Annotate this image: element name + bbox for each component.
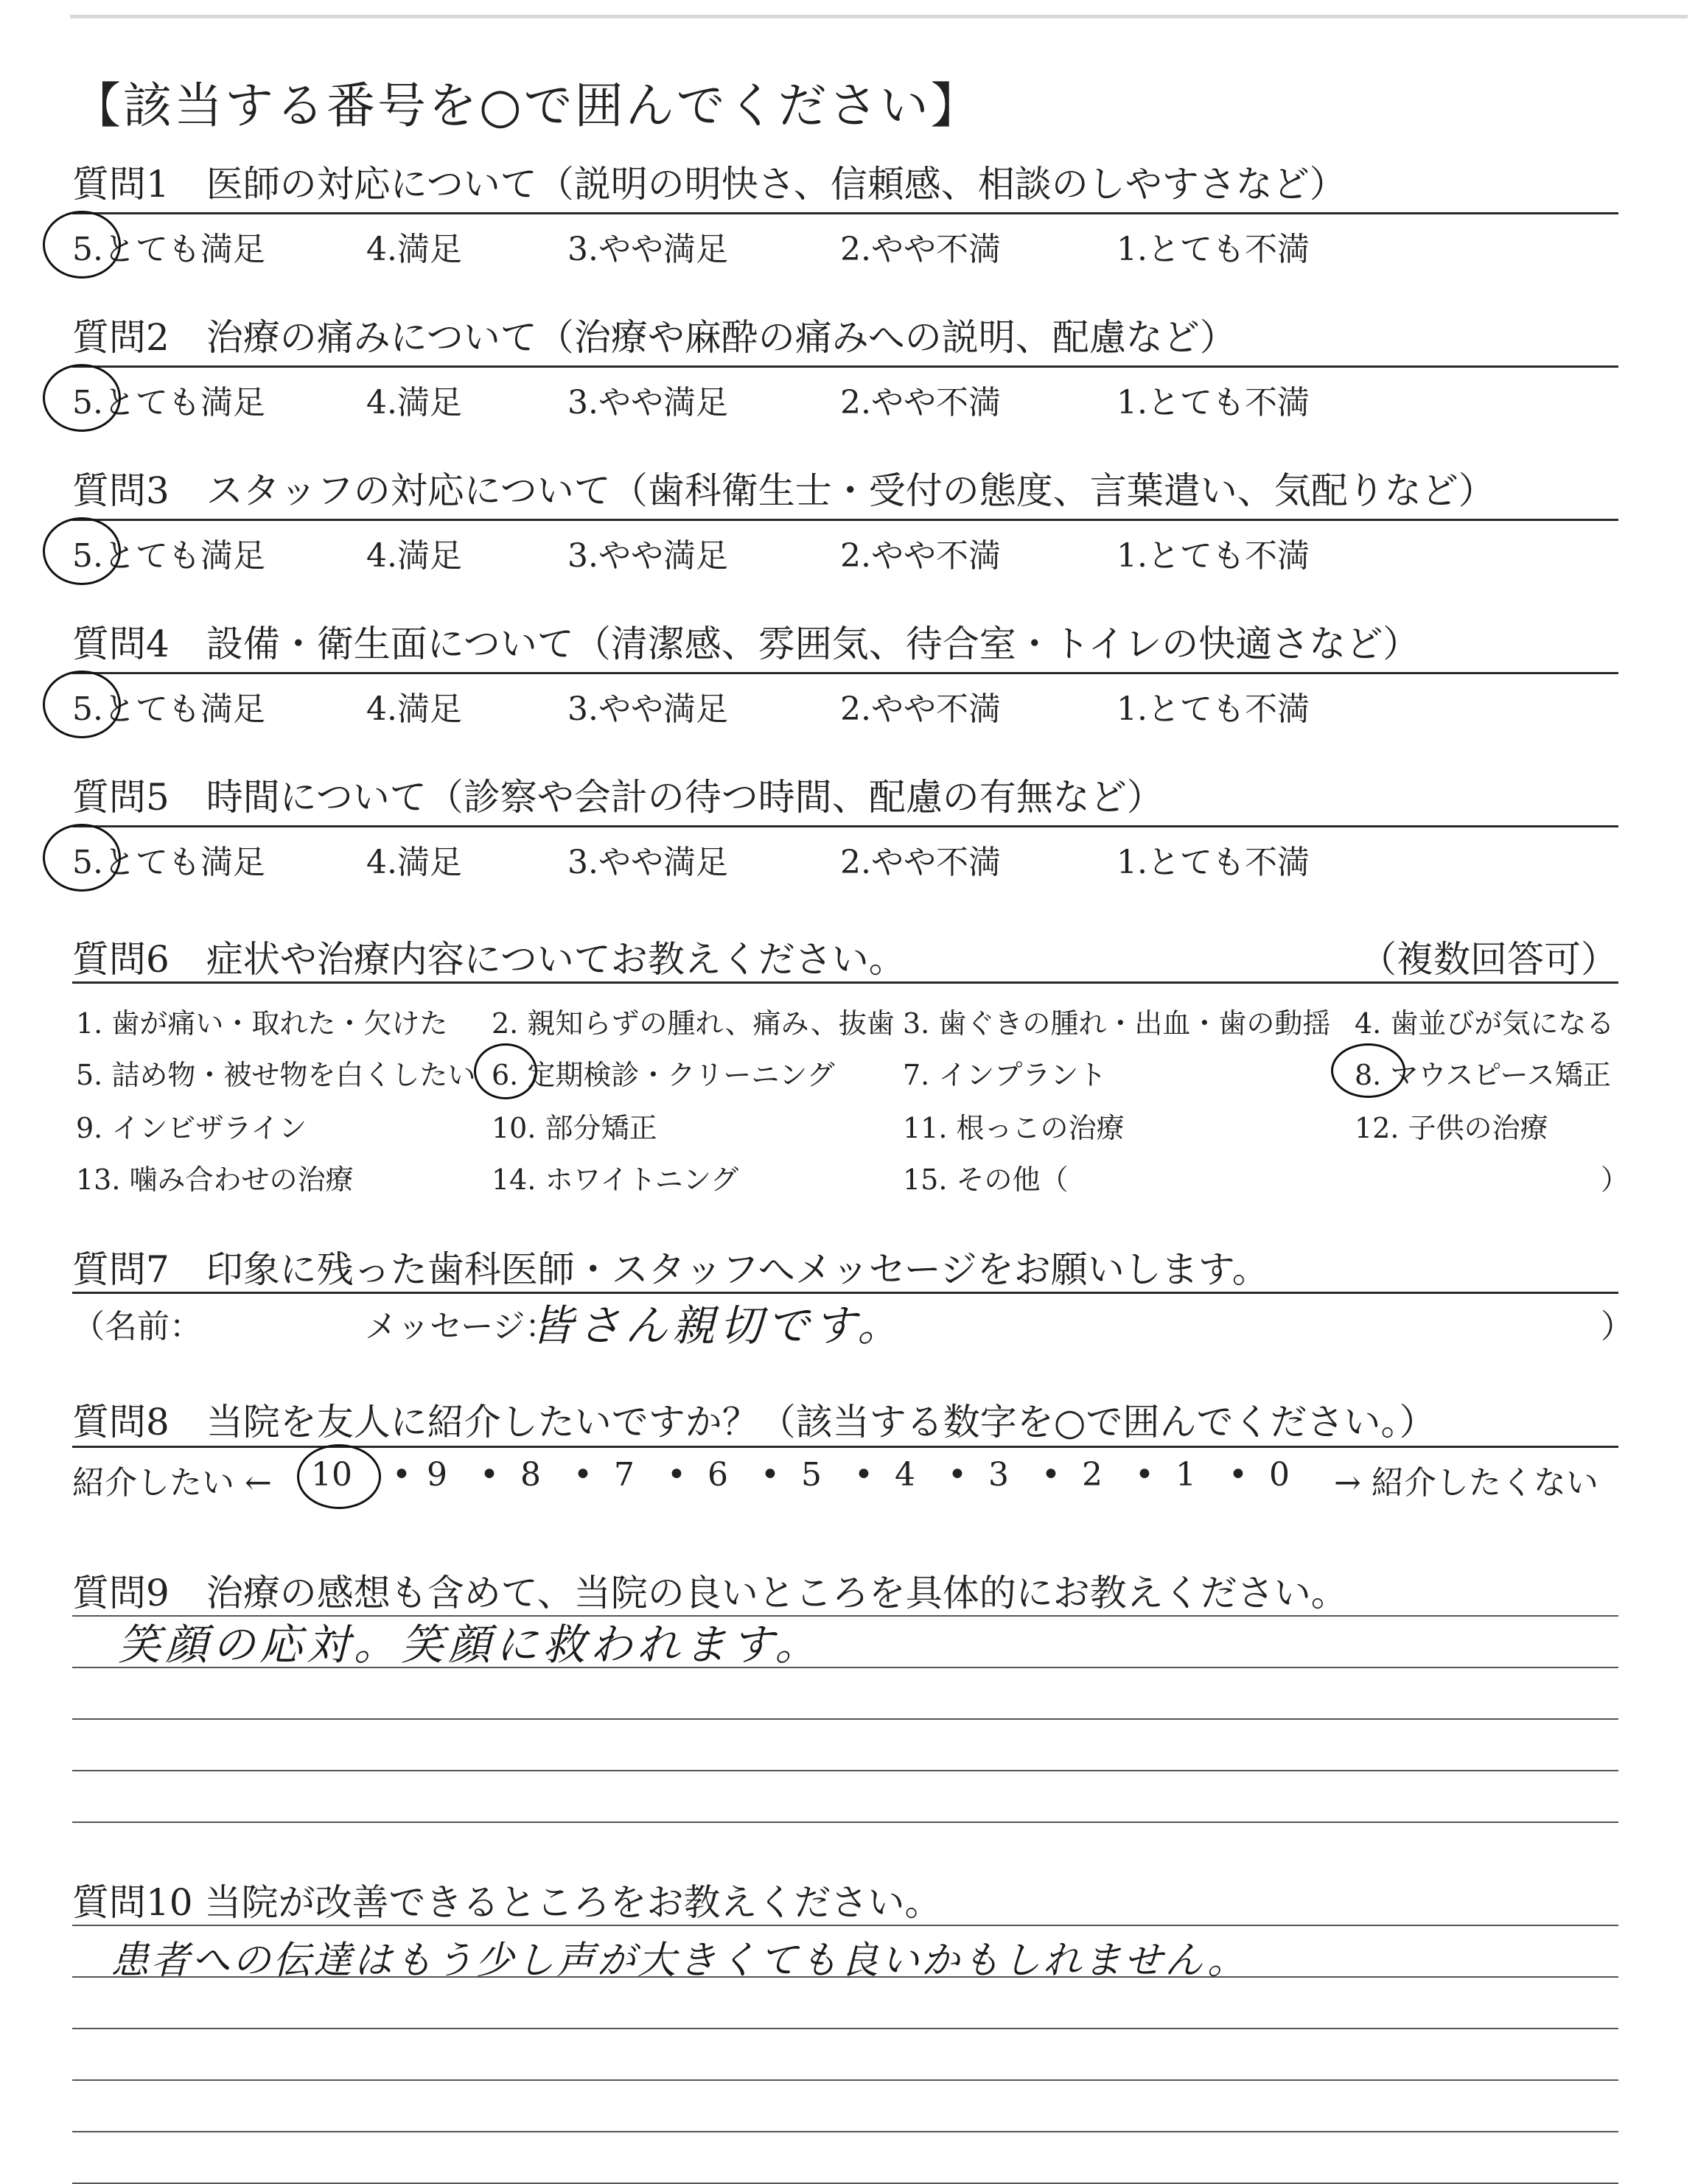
q8-scale-2: 2: [1082, 1456, 1103, 1494]
q1-option-2: 2.やや不満: [840, 231, 1001, 268]
page-header: 【該当する番号を○で囲んでください】: [72, 77, 982, 134]
q6-title: 質問6 症状や治療内容についてお教えください。: [72, 938, 906, 981]
q6-option-10: 10. 部分矯正: [492, 1112, 657, 1144]
q5-option-4: 4.満足: [366, 844, 462, 881]
q4-rule: [72, 672, 1618, 674]
q3-option-4: 4.満足: [366, 537, 462, 575]
q8-scale-8: 8: [520, 1456, 541, 1494]
q6-option-8: 8. マウスピース矯正: [1355, 1059, 1611, 1091]
q8-rule: [72, 1446, 1618, 1448]
q8-scale-dot: •: [1135, 1456, 1154, 1494]
q4-option-2: 2.やや不満: [840, 690, 1001, 728]
q4-option-4: 4.満足: [366, 690, 462, 728]
q8-scale-dot: •: [1229, 1456, 1248, 1494]
q8-scale-10: 10: [311, 1456, 352, 1494]
q6-option-15: 15. その他（: [903, 1163, 1069, 1196]
q3-selection-circle: [43, 517, 121, 585]
q2-rule: [72, 365, 1618, 368]
q9-answer-line: [72, 1718, 1618, 1720]
q10-answer-handwritten: 患者への伝達はもう少し声が大きくても良いかもしれません。: [111, 1939, 1248, 1983]
q9-answer-line: [72, 1821, 1618, 1823]
q8-scale-dot: •: [854, 1456, 873, 1494]
q10-answer-line: [72, 2028, 1618, 2029]
q4-option-1: 1.とても不満: [1117, 690, 1310, 728]
q4-option-5: 5.とても満足: [72, 690, 265, 728]
q6-option-5: 5. 詰め物・被せ物を白くしたい: [76, 1059, 476, 1091]
q1-title: 質問1 医師の対応について（説明の明快さ、信頼感、相談のしやすさなど）: [72, 163, 1346, 206]
q6-option-14: 14. ホワイトニング: [492, 1163, 739, 1196]
q4-title: 質問4 設備・衛生面について（清潔感、雰囲気、待合室・トイレの快適さなど）: [72, 623, 1420, 665]
q8-scale-dot: •: [1041, 1456, 1061, 1494]
q1-option-3: 3.やや満足: [567, 231, 728, 268]
q7-message-handwritten: 皆さん親切です。: [531, 1301, 905, 1351]
q4-option-3: 3.やや満足: [567, 690, 728, 728]
q3-option-1: 1.とても不満: [1117, 537, 1310, 575]
q4-selection-circle: [43, 671, 121, 738]
q1-option-4: 4.満足: [366, 231, 462, 268]
top-border: [70, 15, 1688, 18]
q6-option-12: 12. 子供の治療: [1355, 1112, 1548, 1144]
q10-answer-line: [72, 2079, 1618, 2081]
q8-scale-6: 6: [708, 1456, 728, 1494]
q8-scale-3: 3: [988, 1456, 1009, 1494]
q10-title: 質問10 当院が改善できるところをお教えください。: [72, 1881, 942, 1924]
q8-scale-5: 5: [801, 1456, 822, 1494]
q9-answer-handwritten: 笑顔の応対。笑顔に救われます。: [118, 1620, 822, 1670]
q6-option-6: 6. 定期検診・クリーニング: [492, 1059, 835, 1091]
q5-rule: [72, 825, 1618, 827]
q5-option-2: 2.やや不満: [840, 844, 1001, 881]
q3-option-5: 5.とても満足: [72, 537, 265, 575]
q6-note: （複数回答可）: [1360, 938, 1618, 981]
q2-option-3: 3.やや満足: [567, 384, 728, 421]
q2-option-2: 2.やや不満: [840, 384, 1001, 421]
q2-title: 質問2 治療の痛みについて（治療や麻酔の痛みへの説明、配慮など）: [72, 316, 1237, 359]
q8-left-label: 紹介したい ←: [72, 1464, 272, 1502]
q5-option-3: 3.やや満足: [567, 844, 728, 881]
q6-option-9: 9. インビザライン: [76, 1112, 307, 1144]
q8-scale-0: 0: [1269, 1456, 1290, 1494]
q9-title: 質問9 治療の感想も含めて、当院の良いところを具体的にお教えください。: [72, 1572, 1348, 1614]
q8-scale-7: 7: [614, 1456, 635, 1494]
q1-rule: [72, 212, 1618, 214]
q10-answer-line: [72, 1925, 1618, 1926]
q5-option-5: 5.とても満足: [72, 844, 265, 881]
q2-option-1: 1.とても不満: [1117, 384, 1310, 421]
q8-scale-dot: •: [480, 1456, 499, 1494]
q5-option-1: 1.とても不満: [1117, 844, 1310, 881]
q5-title: 質問5 時間について（診察や会計の待つ時間、配慮の有無など）: [72, 776, 1164, 819]
q1-selection-circle: [43, 211, 121, 279]
q2-option-4: 4.満足: [366, 384, 462, 421]
q6-option-11: 11. 根っこの治療: [903, 1112, 1125, 1144]
q2-option-5: 5.とても満足: [72, 384, 265, 421]
q2-selection-circle: [43, 364, 121, 432]
q3-option-2: 2.やや不満: [840, 537, 1001, 575]
q8-scale-dot: •: [761, 1456, 780, 1494]
q7-close-paren: ）: [1601, 1308, 1633, 1345]
q1-option-1: 1.とても不満: [1117, 231, 1310, 268]
q7-title: 質問7 印象に残った歯科医師・スタッフへメッセージをお願いします。: [72, 1248, 1269, 1291]
q7-message-label: メッセージ：: [365, 1308, 558, 1345]
q9-answer-line: [72, 1770, 1618, 1771]
q6-option-3: 3. 歯ぐきの腫れ・出血・歯の動揺: [903, 1007, 1331, 1040]
q1-option-5: 5.とても満足: [72, 231, 265, 268]
q8-title: 質問8 当院を友人に紹介したいですか？（該当する数字を○で囲んでください。）: [72, 1401, 1436, 1443]
q6-option-13: 13. 噛み合わせの治療: [76, 1163, 354, 1196]
q6-option-4: 4. 歯並びが気になる: [1355, 1007, 1615, 1040]
q6-selection-circle-8: [1331, 1043, 1405, 1098]
q3-rule: [72, 519, 1618, 521]
q8-scale-dot: •: [667, 1456, 686, 1494]
q6-option-2: 2. 親知らずの腫れ、痛み、抜歯: [492, 1007, 895, 1040]
q8-scale-dot: •: [948, 1456, 967, 1494]
q8-scale-dot: •: [573, 1456, 593, 1494]
q3-title: 質問3 スタッフの対応について（歯科衛生士・受付の態度、言葉遣い、気配りなど）: [72, 469, 1495, 512]
q8-right-label: → 紹介したくない: [1334, 1464, 1599, 1502]
q8-scale-1: 1: [1175, 1456, 1196, 1494]
q6-rule: [72, 981, 1618, 984]
q10-answer-line: [72, 2131, 1618, 2132]
q6-selection-circle-6: [474, 1043, 537, 1099]
q6-option-16: ）: [1601, 1163, 1629, 1196]
q8-scale-4: 4: [895, 1456, 915, 1494]
q5-selection-circle: [43, 824, 121, 892]
q6-option-1: 1. 歯が痛い・取れた・欠けた: [76, 1007, 448, 1040]
q6-option-7: 7. インプラント: [903, 1059, 1107, 1091]
q8-selection-circle: [297, 1444, 381, 1509]
q7-name-label: （名前：: [72, 1308, 202, 1345]
q8-scale-dot: •: [392, 1456, 411, 1494]
q3-option-3: 3.やや満足: [567, 537, 728, 575]
q8-scale-9: 9: [427, 1456, 447, 1494]
